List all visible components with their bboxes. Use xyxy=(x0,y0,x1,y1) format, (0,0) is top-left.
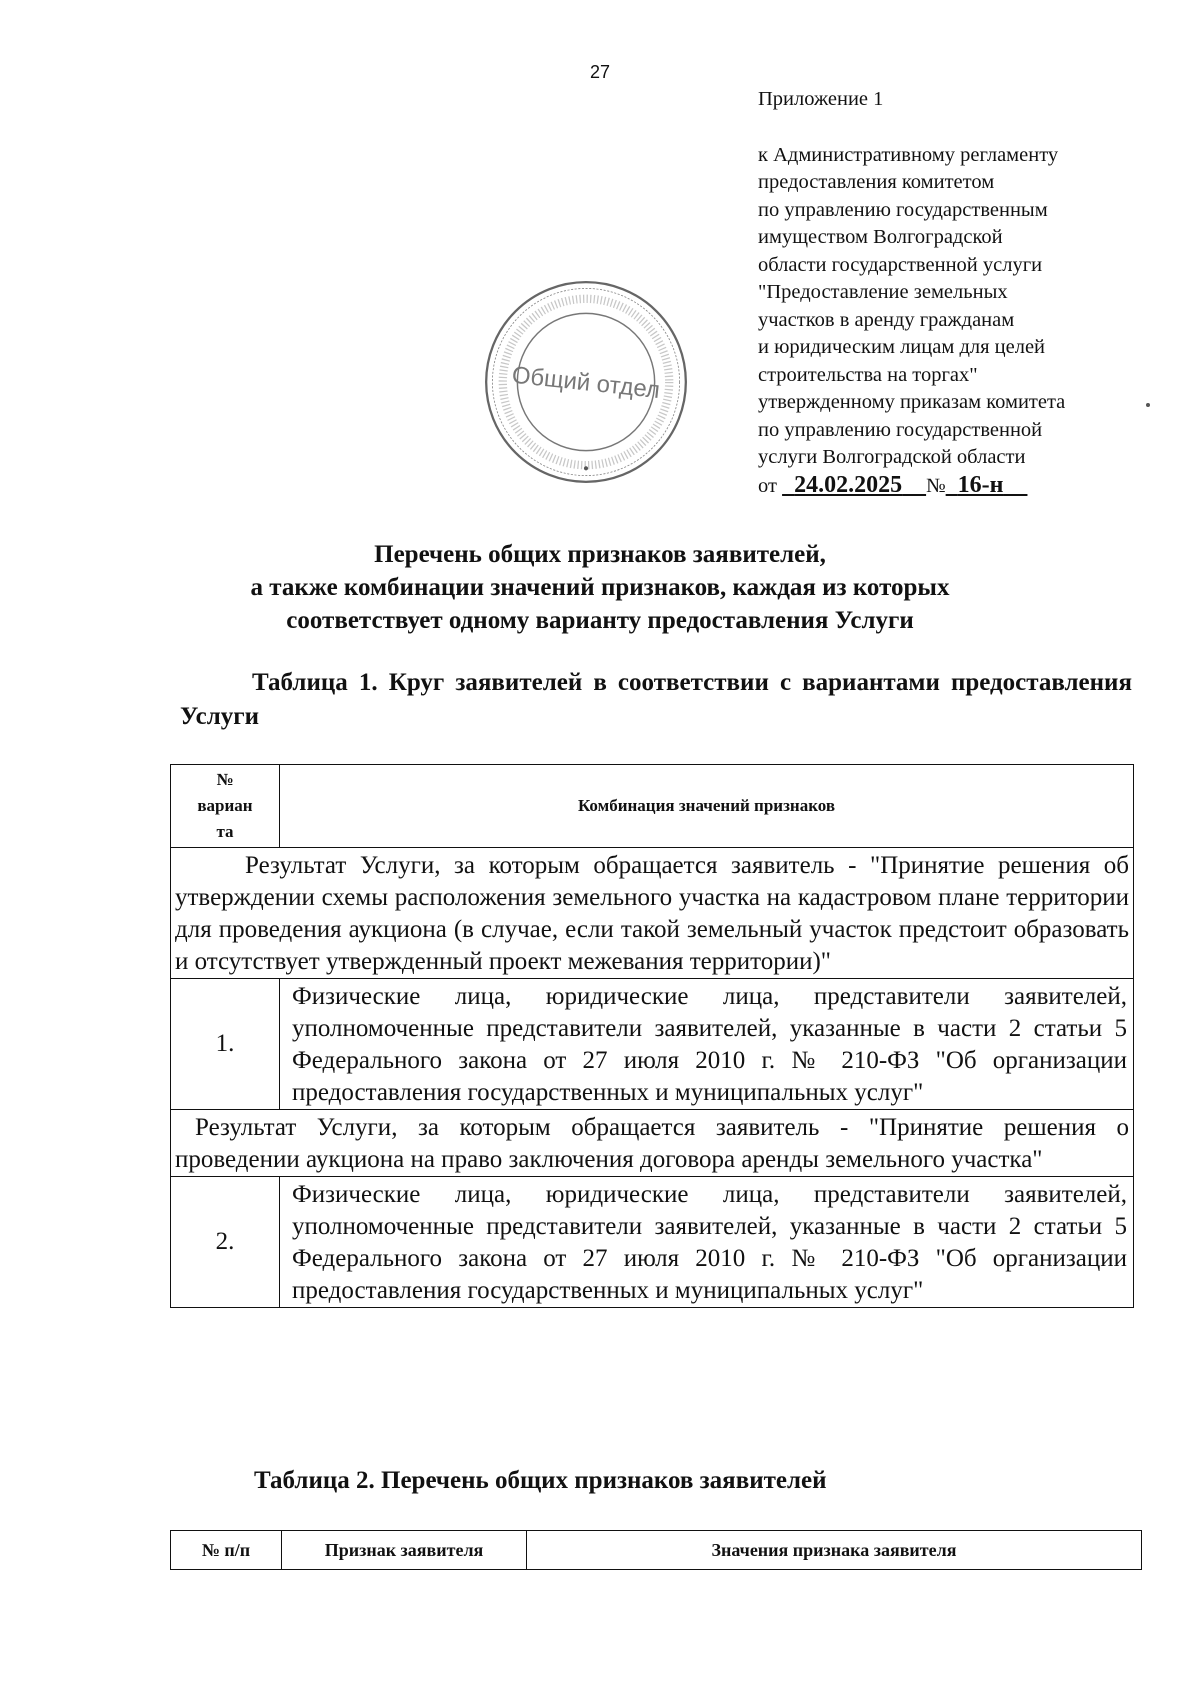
stamp-seal xyxy=(482,278,690,486)
variant-number-cell: 1. xyxy=(171,979,280,1110)
document-title xyxy=(180,538,1020,637)
appendix-line: услуги Волгоградской области xyxy=(758,446,1026,468)
table-row xyxy=(171,979,1134,1110)
appendix-line: к Административному регламенту xyxy=(758,143,1059,166)
date-prefix: от xyxy=(758,474,777,497)
table-header-row xyxy=(171,765,1134,848)
title-line: Перечень общих признаков заявителей, xyxy=(374,541,826,568)
approval-number: 16-н xyxy=(957,471,1004,498)
applicant-description-cell: Физические лица, юридические лица, представители заявителей, уполномоченные представители заявителей, указанные в части 2 статьи 5 Федерального закона от 27 июля 2010 г. № 210-ФЗ "Об организации предоставления государственных и муниципальных услуг" xyxy=(280,979,1134,1110)
appendix-line: по управлению государственным xyxy=(758,198,1048,221)
table-row xyxy=(171,1177,1134,1308)
department-stamp xyxy=(482,278,690,486)
table1-caption: Таблица 1. Круг заявителей в соответствии с вариантами предоставления Услуги xyxy=(180,669,1132,730)
appendix-title: Приложение 1 xyxy=(758,88,884,110)
appendix-line: предоставления комитетом xyxy=(758,171,995,193)
features-table xyxy=(170,1530,1142,1570)
appendix-line: по управлению государственной xyxy=(758,418,1043,441)
row-number-header: № п/п xyxy=(171,1531,282,1570)
appendix-line: имуществом Волгоградской xyxy=(758,226,1003,248)
variant-number-header: № вариан та xyxy=(171,765,280,848)
table-header-row xyxy=(171,1531,1142,1570)
title-line: соответствует одному варианту предоставления Услуги xyxy=(286,607,914,634)
appendix-line: строительства на торгах" xyxy=(758,363,978,386)
appendix-line: области государственной услуги xyxy=(758,253,1043,276)
combination-header: Комбинация значений признаков xyxy=(280,765,1134,848)
feature-header: Признак заявителя xyxy=(282,1531,527,1570)
appendix-line: "Предоставление земельных xyxy=(758,281,1008,303)
result-cell: Результат Услуги, за которым обращается заявитель - "Принятие решения о проведении аукциона на право заключения договора аренды земельного участка" xyxy=(171,1110,1134,1177)
stamp-text: Общий отдел xyxy=(510,361,662,405)
approval-line xyxy=(758,472,1158,501)
title-line: а также комбинации значений признаков, каждая из которых xyxy=(250,574,950,601)
approval-date: 24.02.2025 xyxy=(794,471,903,498)
number-prefix: № xyxy=(926,474,946,497)
stray-dot xyxy=(1146,403,1150,407)
appendix-line: и юридическим лицам для целей xyxy=(758,336,1046,358)
table-row xyxy=(171,1110,1134,1177)
result-cell: Результат Услуги, за которым обращается заявитель - "Принятие решения об утверждении схемы расположения земельного участка на кадастровом плане территории для проведения аукциона (в случае, если такой земельный участок предстоит образовать и отсутствует утвержденный проект межевания территории)" xyxy=(171,848,1134,979)
variants-table xyxy=(170,764,1134,1308)
variant-number-cell: 2. xyxy=(171,1177,280,1308)
page-number: 27 xyxy=(589,62,611,82)
table-row xyxy=(171,848,1134,979)
feature-values-header: Значения признака заявителя xyxy=(527,1531,1142,1570)
table2-caption: Таблица 2. Перечень общих признаков заявителей xyxy=(254,1467,827,1494)
applicant-description-cell: Физические лица, юридические лица, представители заявителей, уполномоченные представители заявителей, указанные в части 2 статьи 5 Федерального закона от 27 июля 2010 г. № 210-ФЗ "Об организации предоставления государственных и муниципальных услуг" xyxy=(280,1177,1134,1308)
appendix-line: утвержденному приказам комитета xyxy=(758,391,1066,413)
appendix-block xyxy=(758,86,1158,500)
appendix-line: участков в аренду гражданам xyxy=(758,308,1015,331)
